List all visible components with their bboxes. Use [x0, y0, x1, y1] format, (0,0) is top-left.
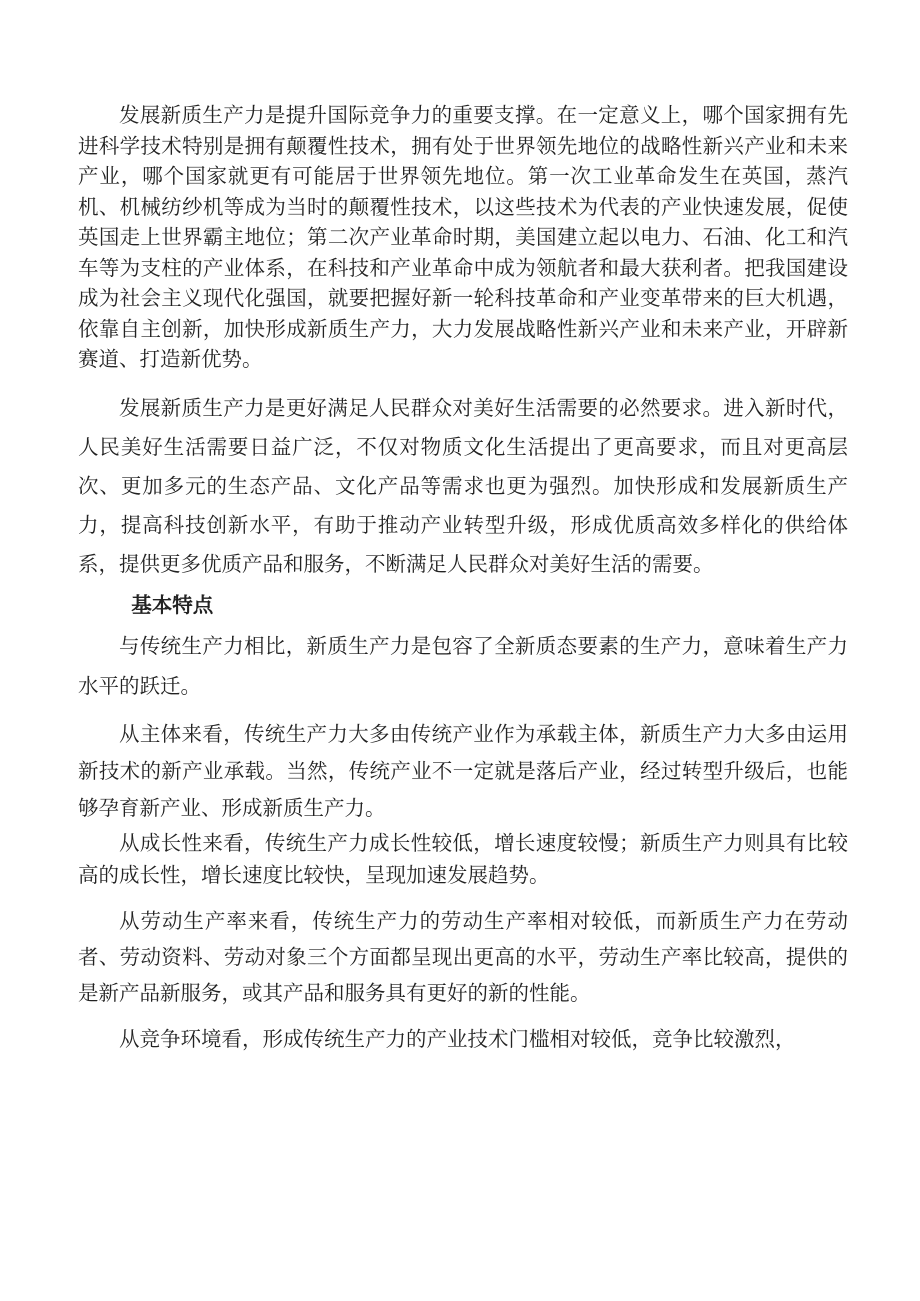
- document-page: [78, 100, 848, 1057]
- paragraph-growth: 从成长性来看，传统生产力成长性较低，增长速度较慢；新质生产力则具有比较高的成长性，增长速度比较快，呈现加速发展趋势。: [78, 830, 848, 887]
- paragraph-better-life: 发展新质生产力是更好满足人民群众对美好生活需要的必然要求。进入新时代，人民美好生活需要日益广泛，不仅对物质文化生活提出了更高要求，而且对更高层次、更加多元的生态产品、文化产品等需求也更为强烈。加快形成和发展新质生产力，提高科技创新水平，有助于推动产业转型升级，形成优质高效多样化的供给体系，提供更多优质产品和服务，不断满足人民群众对美好生活的需要。: [78, 395, 848, 576]
- paragraph-competitiveness: 发展新质生产力是提升国际竞争力的重要支撑。在一定意义上，哪个国家拥有先进科学技术特别是拥有颠覆性技术，拥有处于世界领先地位的战略性新兴产业和未来产业，哪个国家就更有可能居于世界领先地位。第一次工业革命发生在英国，蒸汽机、机械纺纱机等成为当时的颠覆性技术，以这些技术为代表的产业快速发展，促使英国走上世界霸主地位；第二次产业革命时期，美国建立起以电力、石油、化工和汽车等为支柱的产业体系，在科技和产业革命中成为领航者和最大获利者。把我国建设成为社会主义现代化强国，就要把握好新一轮科技革命和产业变革带来的巨大机遇，依靠自主创新，加快形成新质生产力，大力发展战略性新兴产业和未来产业，开辟新赛道、打造新优势。: [78, 103, 848, 371]
- paragraph-comparison: 与传统生产力相比，新质生产力是包容了全新质态要素的生产力，意味着生产力水平的跃迁。: [78, 633, 848, 698]
- paragraph-competition: 从竞争环境看，形成传统生产力的产业技术门槛相对较低，竞争比较激烈，: [119, 1026, 796, 1051]
- paragraph-productivity: 从劳动生产率来看，传统生产力的劳动生产率相对较低，而新质生产力在劳动者、劳动资料、劳动对象三个方面都呈现出更高的水平，劳动生产率比较高，提供的是新产品新服务，或其产品和服务具有更好的新的性能。: [78, 908, 848, 1005]
- paragraph-subject: 从主体来看，传统生产力大多由传统产业作为承载主体，新质生产力大多由运用新技术的新产业承载。当然，传统产业不一定就是落后产业，经过转型升级后，也能够孕育新产业、形成新质生产力。: [78, 721, 848, 820]
- section-heading: 基本特点: [131, 592, 214, 617]
